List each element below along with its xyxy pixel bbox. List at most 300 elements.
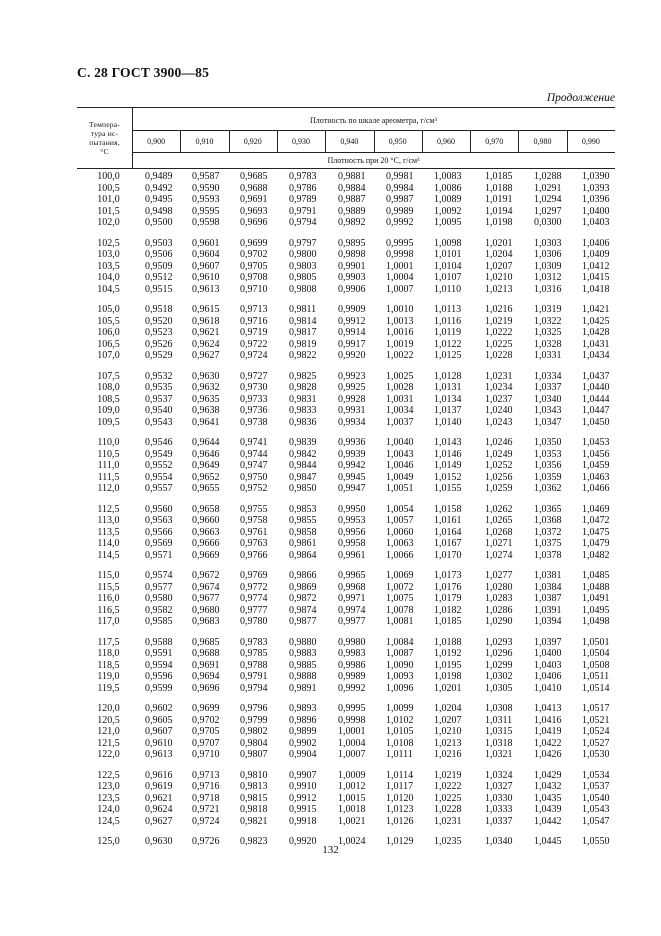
density-cell: 0,9822 (289, 350, 317, 361)
column-header: 0,950 (388, 137, 407, 146)
density-cell: 0,9861 (289, 538, 317, 549)
temperature-cell: 114,5 (97, 549, 120, 561)
density-cell: 1,0413 (534, 703, 562, 714)
temperature-cell: 111,5 (97, 471, 120, 483)
density-cell: 1,0469 (582, 503, 610, 515)
table-top-rule (77, 107, 615, 108)
density-cell: 0,9595 (192, 205, 220, 217)
density-cell: 0,9554 (145, 471, 173, 483)
density-cell: 1,0015 (338, 792, 366, 804)
density-cell: 1,0511 (582, 671, 610, 682)
density-cell: 1,0406 (534, 671, 562, 682)
density-cell: 0,9585 (145, 616, 173, 627)
density-cell: 1,0333 (485, 804, 513, 815)
density-cell: 0,9724 (240, 350, 268, 361)
row-group (77, 371, 137, 429)
density-cell: 0,9968 (338, 581, 366, 593)
row-group (434, 171, 479, 229)
density-cell: 0,9566 (145, 526, 173, 538)
temperature-cell: 112,0 (97, 483, 120, 494)
density-cell: 1,0231 (485, 370, 513, 382)
density-cell: 1,0353 (534, 448, 562, 460)
density-cell: 0,9549 (145, 448, 173, 460)
density-cell: 1,0412 (582, 260, 610, 272)
row-group (485, 238, 530, 296)
density-cell: 0,9818 (240, 804, 268, 815)
density-cell: 0,9495 (145, 194, 173, 205)
temperature-cell: 102,0 (97, 217, 120, 228)
density-cell: 0,9699 (192, 703, 220, 714)
row-group (485, 371, 530, 429)
row-group (534, 703, 579, 761)
temperature-cell: 119,0 (97, 671, 120, 682)
page-number: 132 (322, 844, 339, 856)
density-cell: 0,9582 (145, 604, 173, 616)
row-group (338, 238, 383, 296)
row-group (485, 304, 530, 362)
density-cell: 1,0311 (485, 714, 513, 726)
density-cell: 0,9587 (192, 171, 220, 182)
density-cell: 0,9819 (289, 338, 317, 350)
density-cell: 1,0216 (434, 749, 462, 760)
density-cell: 0,9707 (192, 737, 220, 749)
row-group (434, 637, 479, 695)
density-cell: 1,0131 (434, 382, 462, 393)
density-cell: 1,0126 (386, 815, 414, 827)
density-cell: 0,9866 (289, 570, 317, 581)
density-cell: 0,9750 (240, 471, 268, 483)
density-cell: 0,9621 (192, 327, 220, 338)
row-group (77, 637, 137, 695)
density-cell: 1,0105 (386, 726, 414, 737)
temperature-cell: 117,0 (97, 616, 120, 627)
density-cell: 1,0009 (338, 769, 366, 781)
density-cell: 1,0337 (485, 815, 513, 827)
density-cell: 1,0396 (582, 194, 610, 205)
row-group (534, 437, 579, 495)
row-group (289, 304, 334, 362)
density-cell: 1,0207 (485, 260, 513, 272)
row-group (386, 437, 431, 495)
density-cell: 1,0459 (582, 460, 610, 471)
row-group (240, 703, 285, 761)
density-cell: 1,0034 (386, 405, 414, 416)
density-cell: 1,0372 (534, 526, 562, 538)
density-cell: 0,9736 (240, 405, 268, 416)
density-cell: 1,0305 (485, 682, 513, 694)
density-cell: 1,0161 (434, 515, 462, 526)
density-cell: 0,9666 (192, 538, 220, 549)
density-cell: 1,0228 (485, 350, 513, 361)
temperature-cell: 121,5 (97, 737, 120, 749)
density-cell: 0,9786 (289, 182, 317, 194)
density-cell: 0,9893 (289, 703, 317, 714)
row-group (386, 371, 431, 429)
density-cell: 1,0140 (434, 416, 462, 428)
temperature-cell: 122,5 (97, 769, 120, 781)
row-group (77, 437, 137, 495)
row-group (192, 703, 237, 761)
density-cell: 0,9591 (145, 648, 173, 659)
density-cell: 0,9537 (145, 393, 173, 405)
row-group (338, 371, 383, 429)
density-cell: 0,9953 (338, 515, 366, 526)
density-cell: 0,9783 (240, 636, 268, 648)
density-cell: 1,0277 (485, 570, 513, 581)
density-cell: 1,0362 (534, 483, 562, 494)
density-cell: 1,0066 (386, 549, 414, 561)
density-cell: 0,9752 (240, 483, 268, 494)
density-cell: 1,0134 (434, 393, 462, 405)
density-cell: 0,9797 (289, 237, 317, 249)
density-cell: 0,9769 (240, 570, 268, 581)
column-header: 0,960 (436, 137, 455, 146)
density-cell: 1,0113 (434, 304, 462, 315)
row-group (192, 504, 237, 562)
density-cell: 1,0262 (485, 503, 513, 515)
density-cell: 1,0114 (386, 769, 414, 781)
row-group (434, 304, 479, 362)
row-group (289, 703, 334, 761)
row-group (240, 504, 285, 562)
density-cell: 0,9685 (192, 636, 220, 648)
density-cell: 1,0442 (534, 815, 562, 827)
density-cell: 0,9887 (338, 194, 366, 205)
density-cell: 1,0089 (434, 194, 462, 205)
density-cell: 0,9674 (192, 581, 220, 593)
density-cell: 0,9613 (192, 283, 220, 295)
density-cell: 0,9889 (338, 205, 366, 217)
density-cell: 0,9939 (338, 448, 366, 460)
density-cell: 0,9602 (145, 703, 173, 714)
density-cell: 1,0432 (534, 781, 562, 792)
density-cell: 1,0198 (434, 671, 462, 682)
temperature-cell: 100,0 (97, 171, 120, 182)
density-cell: 0,9733 (240, 393, 268, 405)
page-header: С. 28 ГОСТ 3900—85 (77, 65, 210, 80)
density-cell: 1,0108 (386, 737, 414, 749)
temperature-cell: 123,0 (97, 781, 120, 792)
density-cell: 1,0365 (534, 503, 562, 515)
density-column (534, 171, 579, 857)
density-cell: 1,0137 (434, 405, 462, 416)
density-cell: 0,9811 (289, 304, 317, 315)
row-group (192, 437, 237, 495)
column-header: 0,910 (195, 137, 214, 146)
temperature-cell: 115,5 (97, 581, 120, 593)
density-cell: 0,9817 (289, 327, 317, 338)
density-cell: 1,0101 (434, 249, 462, 260)
density-cell: 1,0119 (434, 327, 462, 338)
density-cell: 0,9977 (338, 616, 366, 627)
density-cell: 1,0504 (582, 648, 610, 659)
density-cell: 1,0054 (386, 503, 414, 515)
density-cell: 1,0440 (582, 382, 610, 393)
density-cell: 1,0120 (386, 792, 414, 804)
density-cell: 1,0312 (534, 272, 562, 283)
density-cell: 0,9785 (240, 648, 268, 659)
density-cell: 1,0207 (434, 714, 462, 726)
density-cell: 0,9683 (192, 616, 220, 627)
row-group (240, 770, 285, 828)
density-cell: 1,0219 (485, 315, 513, 327)
density-cell: 1,0378 (534, 549, 562, 561)
density-cell: 0,9903 (338, 272, 366, 283)
row-group (582, 504, 627, 562)
row-group (145, 637, 190, 695)
density-cell: 1,0028 (386, 382, 414, 393)
density-cell: 0,9909 (338, 304, 366, 315)
density-cell: 1,0406 (582, 237, 610, 249)
density-cell: 0,9515 (145, 283, 173, 295)
row-group (77, 703, 137, 761)
density-cell: 0,9989 (338, 671, 366, 682)
density-cell: 0,9802 (240, 726, 268, 737)
density-cell: 0,9772 (240, 581, 268, 593)
density-cell: 0,9892 (338, 217, 366, 228)
density-cell: 0,9616 (145, 769, 173, 781)
density-column (192, 171, 237, 857)
density-cell: 1,0222 (434, 781, 462, 792)
density-cell: 0,9831 (289, 393, 317, 405)
density-cell: 0,9624 (145, 804, 173, 815)
density-cell: 0,9615 (192, 304, 220, 315)
row-group (582, 770, 627, 828)
density-cell: 0,9710 (240, 283, 268, 295)
temperature-cell: 118,5 (97, 659, 120, 671)
row-group (289, 171, 334, 229)
row-group (77, 304, 137, 362)
density-cell: 1,0182 (434, 604, 462, 616)
density-cell: 0,9702 (192, 714, 220, 726)
density-cell: 1,0429 (534, 769, 562, 781)
density-cell: 1,0049 (386, 471, 414, 483)
density-cell: 0,9624 (192, 338, 220, 350)
density-cell: 1,0302 (485, 671, 513, 682)
row-group (338, 171, 383, 229)
density-cell: 1,0219 (434, 769, 462, 781)
density-cell: 0,9726 (192, 836, 220, 847)
row-group (240, 437, 285, 495)
row-group (338, 703, 383, 761)
density-cell: 1,0125 (434, 350, 462, 361)
density-cell: 0,9850 (289, 483, 317, 494)
column-header: 0,920 (243, 137, 262, 146)
temperature-cell: 103,0 (97, 249, 120, 260)
density-cell: 1,0117 (386, 781, 414, 792)
density-cell: 0,9638 (192, 405, 220, 416)
density-cell: 1,0083 (434, 171, 462, 182)
density-cell: 1,0225 (434, 792, 462, 804)
density-cell: 0,9557 (145, 483, 173, 494)
density-cell: 1,0325 (534, 327, 562, 338)
temperature-cell: 107,0 (97, 350, 120, 361)
temperature-cell: 117,5 (97, 636, 120, 648)
density-cell: 0,9855 (289, 515, 317, 526)
density-cell: 0,9888 (289, 671, 317, 682)
density-cell: 1,0225 (485, 338, 513, 350)
density-cell: 1,0550 (582, 836, 610, 847)
density-cell: 0,9599 (145, 682, 173, 694)
density-cell: 0,9799 (240, 714, 268, 726)
density-cell: 1,0167 (434, 538, 462, 549)
density-cell: 0,9847 (289, 471, 317, 483)
row-group (240, 238, 285, 296)
density-cell: 1,0308 (485, 703, 513, 714)
temperature-cell: 102,5 (97, 237, 120, 249)
density-column (338, 171, 383, 857)
row-group (192, 304, 237, 362)
density-cell: 1,0271 (485, 538, 513, 549)
density-cell: 0,9535 (145, 382, 173, 393)
density-cell: 1,0426 (534, 749, 562, 760)
row-group (485, 770, 530, 828)
temperature-cell: 103,5 (97, 260, 120, 272)
density-cell: 0,9992 (386, 217, 414, 228)
density-cell: 0,9881 (338, 171, 366, 182)
row-group (582, 371, 627, 429)
density-cell: 1,0368 (534, 515, 562, 526)
row-group (386, 504, 431, 562)
density-cell: 0,9925 (338, 382, 366, 393)
density-cell: 0,9543 (145, 416, 173, 428)
density-cell: 1,0410 (534, 682, 562, 694)
row-group (534, 504, 579, 562)
row-group (534, 637, 579, 695)
density-cell: 0,9950 (338, 503, 366, 515)
density-cell: 1,0195 (434, 659, 462, 671)
density-cell: 1,0384 (534, 581, 562, 593)
density-cell: 0,9902 (289, 737, 317, 749)
density-cell: 1,0274 (485, 549, 513, 561)
density-cell: 1,0547 (582, 815, 610, 827)
row-group (77, 504, 137, 562)
density-cell: 0,9532 (145, 370, 173, 382)
density-cell: 1,0488 (582, 581, 610, 593)
density-cell: 1,0072 (386, 581, 414, 593)
row-group (289, 437, 334, 495)
density-cell: 0,9500 (145, 217, 173, 228)
density-cell: 0,9492 (145, 182, 173, 194)
density-cell: 1,0012 (338, 781, 366, 792)
density-cell: 0,9552 (145, 460, 173, 471)
density-cell: 0,9601 (192, 237, 220, 249)
density-cell: 1,0316 (534, 283, 562, 295)
density-cell: 1,0152 (434, 471, 462, 483)
temperature-cell: 113,0 (97, 515, 120, 526)
density-cell: 0,9853 (289, 503, 317, 515)
row-group (485, 570, 530, 628)
density-cell: 0,9523 (145, 327, 173, 338)
density-cell: 0,9965 (338, 570, 366, 581)
density-cell: 0,9577 (145, 581, 173, 593)
density-cell: 0,9936 (338, 437, 366, 448)
row-group (338, 570, 383, 628)
density-cell: 0,9945 (338, 471, 366, 483)
density-cell: 1,0129 (386, 836, 414, 847)
temperature-cell: 108,5 (97, 393, 120, 405)
density-cell: 0,9630 (145, 836, 173, 847)
row-group (434, 504, 479, 562)
density-cell: 1,0099 (386, 703, 414, 714)
density-cell: 1,0040 (386, 437, 414, 448)
temperature-cell: 125,0 (97, 836, 120, 847)
density-cell: 1,0096 (386, 682, 414, 694)
density-cell: 0,9630 (192, 370, 220, 382)
density-cell: 0,9696 (192, 682, 220, 694)
density-cell: 0,9864 (289, 549, 317, 561)
density-cell: 1,0456 (582, 448, 610, 460)
density-cell: 0,9805 (289, 272, 317, 283)
density-cell: 1,0192 (434, 648, 462, 659)
density-cell: 0,9928 (338, 393, 366, 405)
density-cell: 0,9619 (145, 781, 173, 792)
density-cell: 1,0431 (582, 338, 610, 350)
density-cell: 1,0019 (386, 338, 414, 350)
temperature-cell: 108,0 (97, 382, 120, 393)
density-cell: 0,9836 (289, 416, 317, 428)
density-cell: 1,0240 (485, 405, 513, 416)
density-cell: 0,9800 (289, 249, 317, 260)
density-cell: 1,0435 (534, 792, 562, 804)
density-cell: 0,9705 (192, 726, 220, 737)
density-cell: 0,9872 (289, 593, 317, 604)
density-cell: 1,0007 (386, 283, 414, 295)
density-cell: 0,9883 (289, 648, 317, 659)
density-cell: 0,9803 (289, 260, 317, 272)
row-group (338, 437, 383, 495)
row-group (192, 371, 237, 429)
density-cell: 0,9571 (145, 549, 173, 561)
header-bottom-rule (77, 168, 615, 169)
density-cell: 0,9722 (240, 338, 268, 350)
density-cell: 1,0204 (485, 249, 513, 260)
density-cell: 0,9891 (289, 682, 317, 694)
density-cell: 0,9995 (338, 703, 366, 714)
density-cell: 0,9947 (338, 483, 366, 494)
row-group (386, 570, 431, 628)
row-group (485, 437, 530, 495)
column-header: 0,980 (533, 137, 552, 146)
density-cell: 0,9917 (338, 338, 366, 350)
density-cell: 1,0403 (582, 217, 610, 228)
row-group (386, 703, 431, 761)
density-cell: 1,0128 (434, 370, 462, 382)
density-cell: 0,9672 (192, 570, 220, 581)
density-cell: 0,9594 (145, 659, 173, 671)
density-cell: 0,9761 (240, 526, 268, 538)
density-cell: 0,9869 (289, 581, 317, 593)
density-cell: 0,9904 (289, 749, 317, 760)
density-cell: 1,0422 (534, 737, 562, 749)
density-cell: 1,0419 (534, 726, 562, 737)
density-column (386, 171, 431, 857)
density-cell: 0,9984 (386, 182, 414, 194)
temperature-cell: 111,0 (97, 460, 120, 471)
density-cell: 1,0343 (534, 405, 562, 416)
temperature-cell: 109,0 (97, 405, 120, 416)
row-group (582, 171, 627, 229)
density-cell: 1,0143 (434, 437, 462, 448)
density-cell: 0,9563 (145, 515, 173, 526)
density-cell: 0,9833 (289, 405, 317, 416)
density-at-20-header: Плотность при 20 °С, г/см³ (327, 155, 420, 165)
density-cell: 1,0201 (434, 682, 462, 694)
density-cell: 1,0415 (582, 272, 610, 283)
density-cell: 1,0299 (485, 659, 513, 671)
density-cell: 1,0286 (485, 604, 513, 616)
density-cell: 0,9546 (145, 437, 173, 448)
